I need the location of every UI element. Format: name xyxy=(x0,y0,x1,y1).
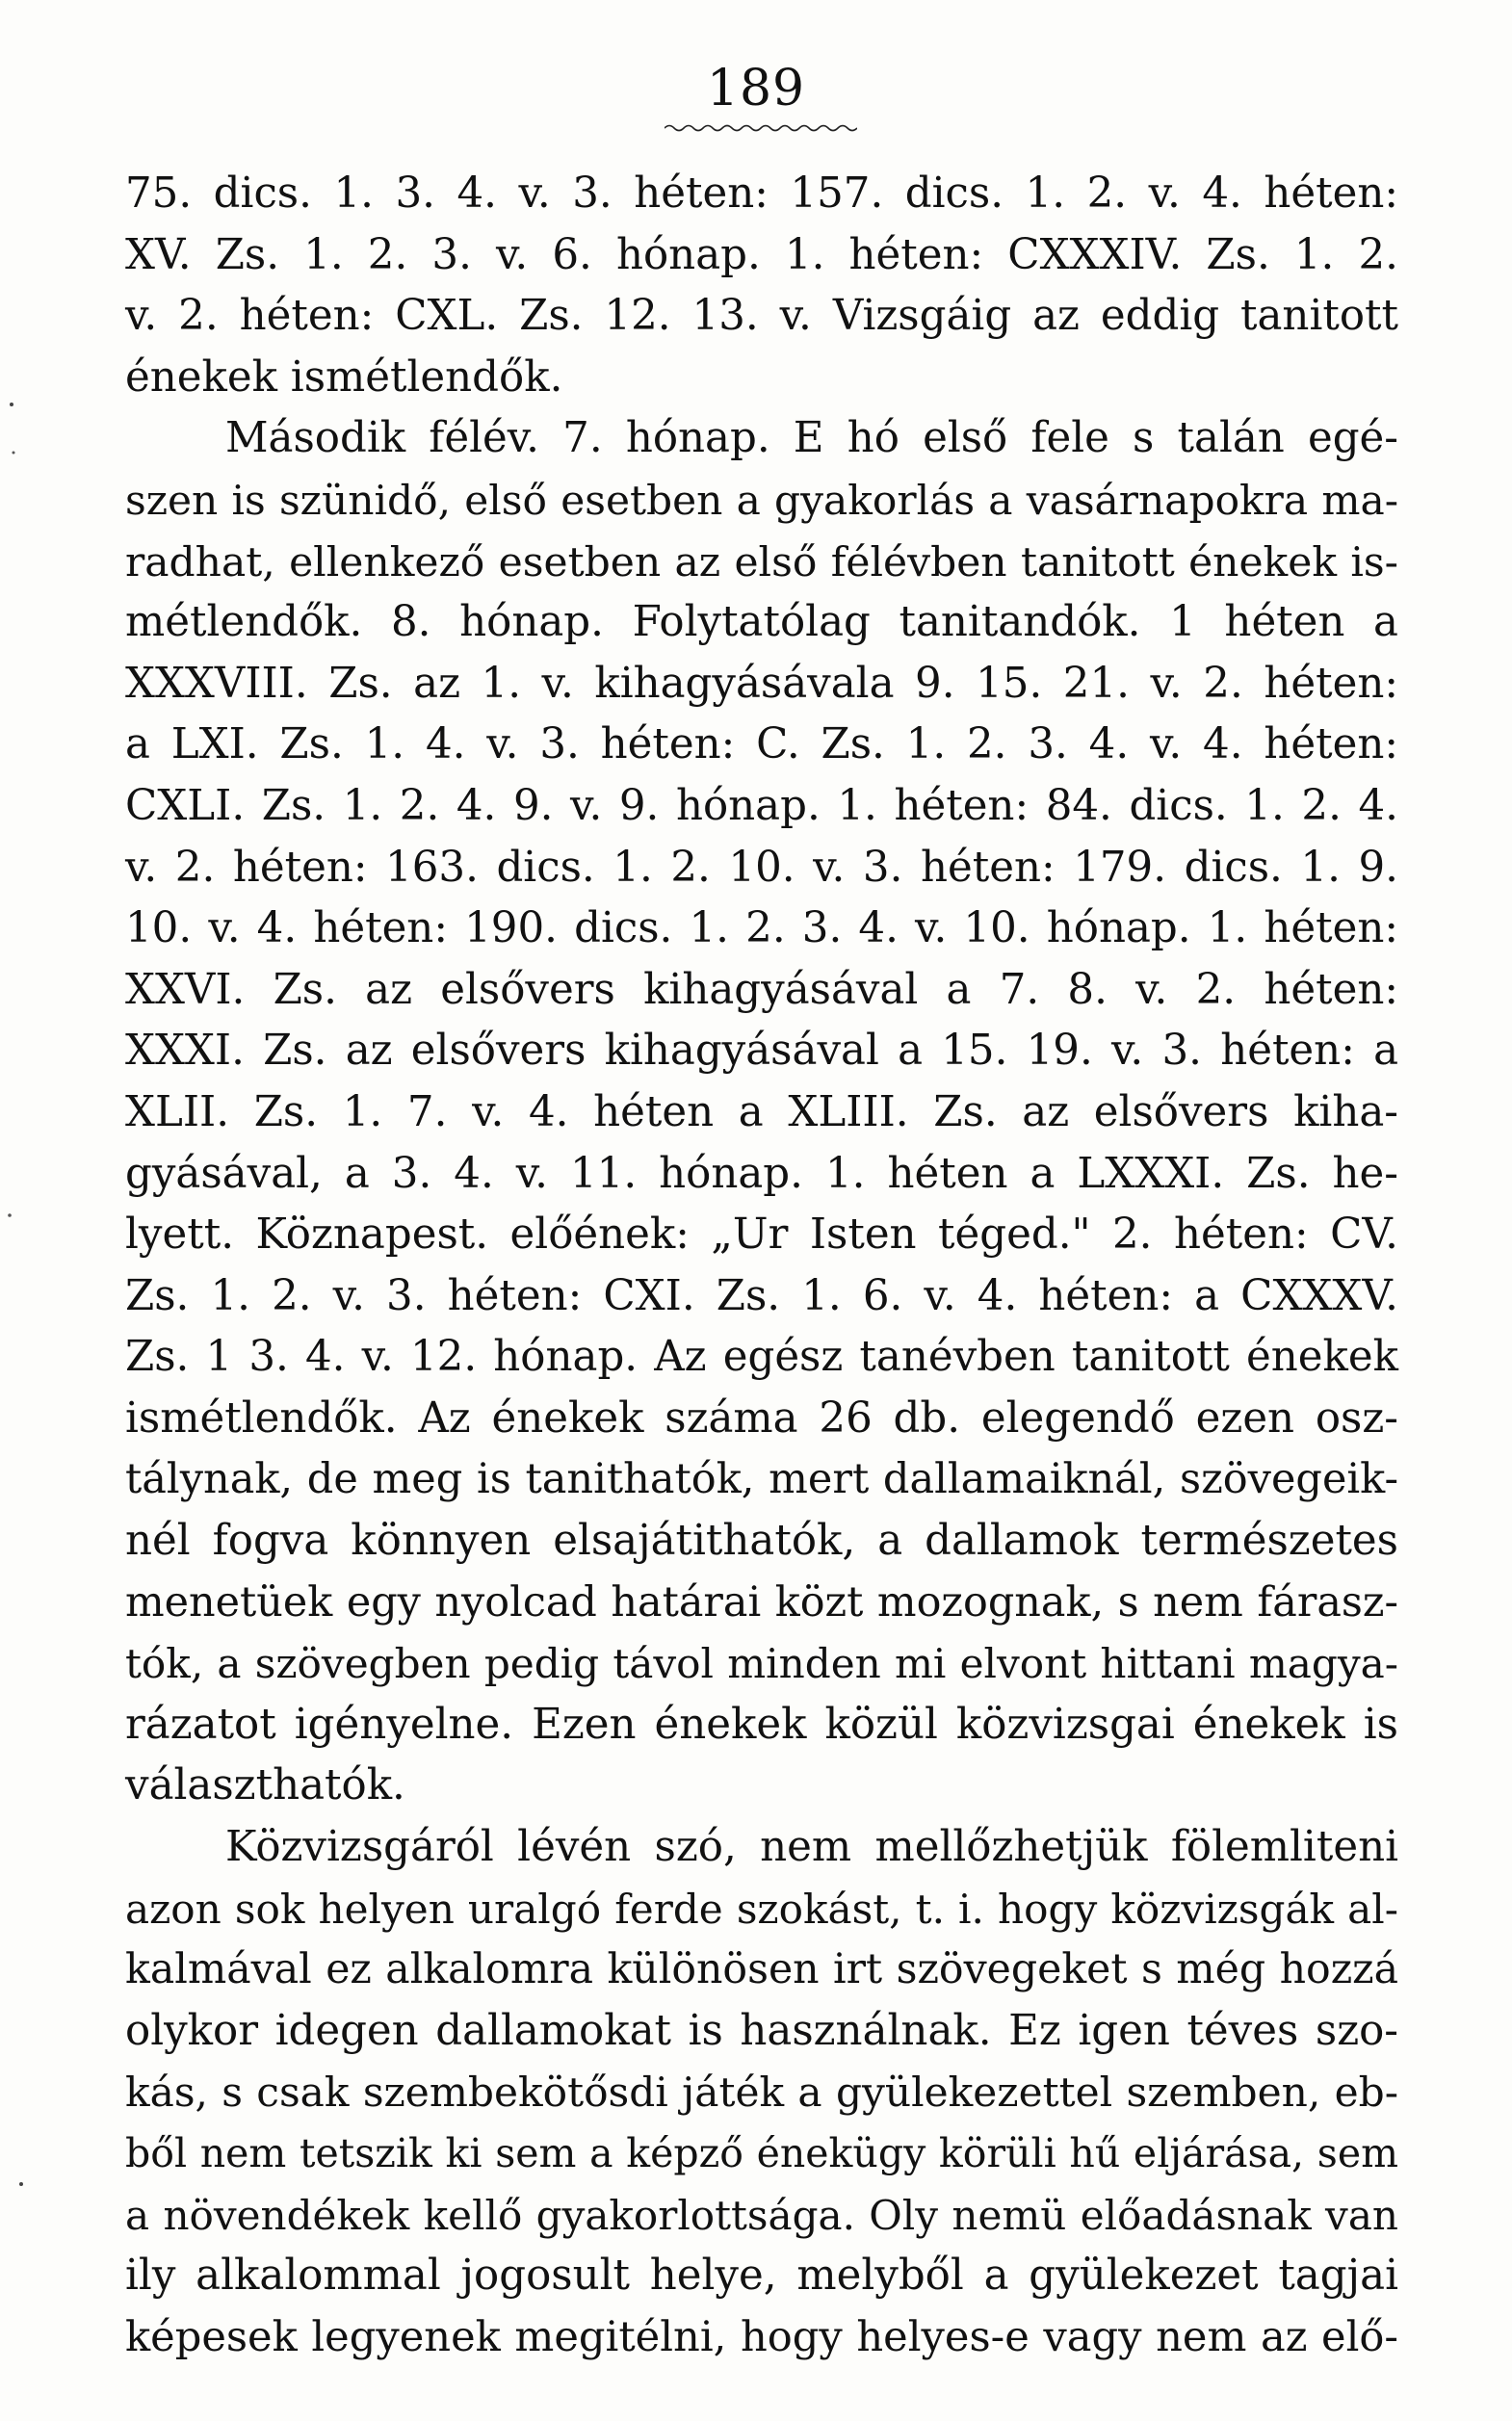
text-line: XV. Zs. 1. 2. 3. v. 6. hónap. 1. héten: CXXXIV. Zs. 1. 2. xyxy=(125,230,1398,279)
text-line: lyett. Köznapest. előének: „Ur Isten téged." 2. héten: CV. xyxy=(125,1210,1398,1260)
text-line: tók, a szövegben pedig távol minden mi elvont hittani magya- xyxy=(125,1640,1398,1688)
text-line: a növendékek kellő gyakorlottsága. Oly nemü előadásnak van xyxy=(125,2191,1398,2239)
text-line: 75. dics. 1. 3. 4. v. 3. héten: 157. dics. 1. 2. v. 4. héten: xyxy=(125,169,1398,218)
text-line: Zs. 1 3. 4. v. 12. hónap. Az egész tanévben tanitott énekek xyxy=(125,1333,1398,1382)
text-line: XXXVIII. Zs. az 1. v. kihagyásávala 9. 15. 21. v. 2. héten: xyxy=(125,659,1398,708)
text-line: v. 2. héten: CXL. Zs. 12. 13. v. Vizsgáig az eddig tanitott xyxy=(125,292,1398,341)
text-line: nél fogva könnyen elsajátithatók, a dallamok természetes xyxy=(125,1517,1398,1566)
page-number: 189 xyxy=(706,60,806,117)
wavy-rule-ornament xyxy=(665,123,857,133)
text-line: szen is szünidő, első esetben a gyakorlás a vasárnapokra ma- xyxy=(125,476,1398,524)
text-line: ily alkalommal jogosult helye, melyből a gyülekezet tagjai xyxy=(125,2252,1398,2301)
text-line: gyásával, a 3. 4. v. 11. hónap. 1. héten a LXXXI. Zs. he- xyxy=(125,1149,1398,1198)
text-line: választhatók. xyxy=(125,1761,405,1810)
text-line: ismétlendők. Az énekek száma 26 db. elegendő ezen osz- xyxy=(125,1393,1398,1443)
text-line: kás, s csak szembekötősdi játék a gyülekezettel szemben, eb- xyxy=(125,2069,1398,2117)
text-line: a LXI. Zs. 1. 4. v. 3. héten: C. Zs. 1. 2. 3. 4. v. 4. héten: xyxy=(125,720,1398,769)
text-line: XXXI. Zs. az elsővers kihagyásával a 15. 19. v. 3. héten: a xyxy=(125,1027,1398,1076)
text-line: rázatot igényelne. Ezen énekek közül közvizsgai énekek is xyxy=(125,1700,1398,1749)
text-line: ből nem tetszik ki sem a képző énekügy körüli hű eljárása, sem xyxy=(125,2130,1398,2176)
text-line: métlendők. 8. hónap. Folytatólag tanitandók. 1 héten a xyxy=(125,598,1398,647)
text-line: Zs. 1. 2. v. 3. héten: CXI. Zs. 1. 6. v. 4. héten: a CXXXV. xyxy=(125,1271,1398,1320)
text-line: énekek ismétlendők. xyxy=(125,352,563,402)
text-line: képesek legyenek megitélni, hogy helyes-e vagy nem az elő- xyxy=(125,2312,1398,2361)
text-line: v. 2. héten: 163. dics. 1. 2. 10. v. 3. héten: 179. dics. 1. 9. xyxy=(125,843,1398,892)
text-line: Közvizsgáról lévén szó, nem mellőzhetjük fölemliteni xyxy=(225,1823,1398,1872)
text-line: XXVI. Zs. az elsővers kihagyásával a 7. 8. v. 2. héten: xyxy=(125,965,1398,1014)
text-line: kalmával ez alkalomra különösen irt szövegeket s még hozzá xyxy=(125,1945,1398,1994)
body-text xyxy=(125,164,1398,2368)
text-line: CXLI. Zs. 1. 2. 4. 9. v. 9. hónap. 1. héten: 84. dics. 1. 2. 4. xyxy=(125,781,1398,830)
text-line: XLII. Zs. 1. 7. v. 4. héten a XLIII. Zs. az elsővers kiha- xyxy=(125,1087,1398,1136)
text-line: Második félév. 7. hónap. E hó első fele s talán egé- xyxy=(225,414,1398,463)
text-line: azon sok helyen uralgó ferde szokást, t. i. hogy közvizsgák al- xyxy=(125,1885,1398,1933)
text-line: menetüek egy nyolcad határai közt mozognak, s nem fárasz- xyxy=(125,1577,1398,1627)
text-line: olykor idegen dallamokat is használnak. Ez igen téves szo- xyxy=(125,2006,1398,2055)
text-line: radhat, ellenkező esetben az első félévben tanitott énekek is- xyxy=(125,537,1398,586)
text-line: tálynak, de meg is tanithatók, mert dallamaiknál, szövegeik- xyxy=(125,1455,1398,1504)
text-line: 10. v. 4. héten: 190. dics. 1. 2. 3. 4. v. 10. hónap. 1. héten: xyxy=(125,904,1398,953)
